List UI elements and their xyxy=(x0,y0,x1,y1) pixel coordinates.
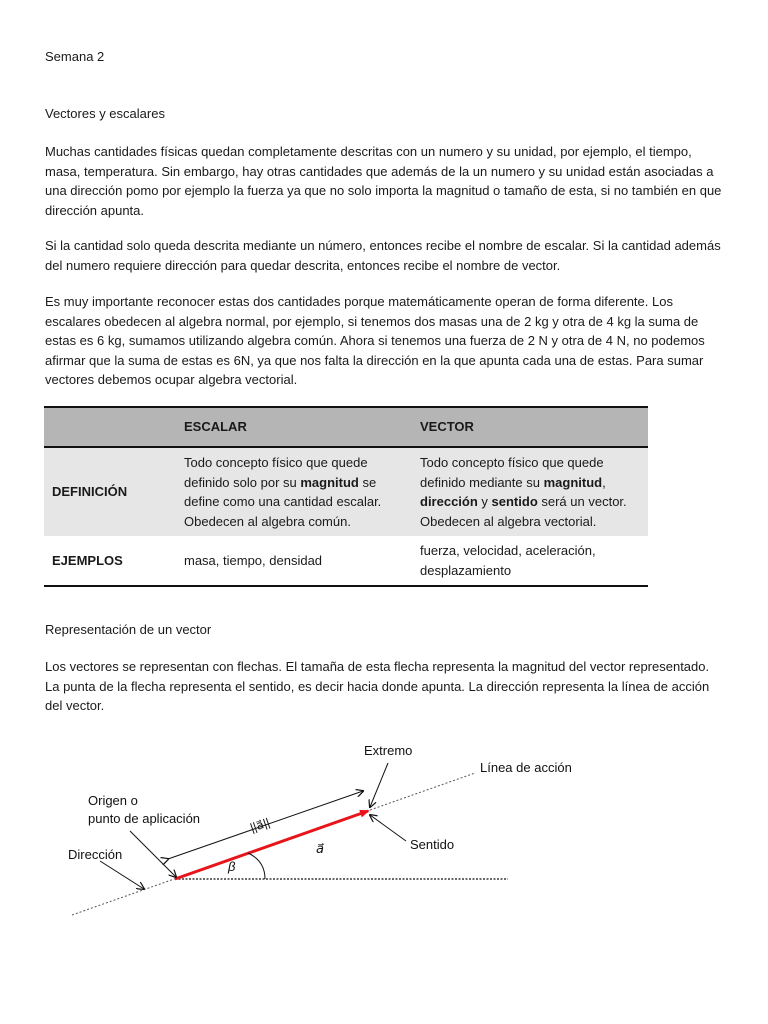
angle-arc xyxy=(248,853,265,879)
leader-sentido xyxy=(370,815,406,841)
paragraph-intro: Muchas cantidades físicas quedan completamente descritas con un numero y su unidad, por ejemplo, el tiempo, masa, temperatura. Sin embargo, hay otras cantidades que además de la un numero y su unidad están asociadas a una dirección pomo por ejemplo la fuerza ya que no solo importa la magnitud o tamaño de esta, si no también en que dirección apunta. xyxy=(45,144,722,218)
leader-direccion xyxy=(100,861,144,889)
table-header-empty xyxy=(44,407,176,447)
vector-arrow xyxy=(175,811,368,879)
cell-ejemplos-vector: fuerza, velocidad, aceleración, desplazamiento xyxy=(412,536,648,586)
table-row-definition xyxy=(44,447,648,536)
cell-ejemplos-escalar: masa, tiempo, densidad xyxy=(176,536,412,586)
label-vector-a: a⃗ xyxy=(316,841,324,856)
cell-definicion-vector: Todo concepto físico que quede definido mediante su magnitud, dirección y sentido será un vector. Obedecen al algebra vectorial. xyxy=(412,447,648,536)
leader-extremo xyxy=(370,763,388,807)
paragraph-representation: Los vectores se representan con flechas. El tamaña de esta flecha representa la magnitud del vector representado. La punta de la flecha representa el sentido, es decir hacia donde apunta. La dirección representa la línea de acción del vector. xyxy=(45,659,710,713)
label-magnitud: ||a⃗|| xyxy=(248,815,272,835)
table-row-examples xyxy=(44,536,648,586)
week-label: Semana 2 xyxy=(45,49,105,64)
table-header-row xyxy=(44,407,648,447)
table-header-escalar: ESCALAR xyxy=(176,407,412,447)
label-linea-accion: Línea de acción xyxy=(480,760,572,775)
section-title-vectores-escalares: Vectores y escalares xyxy=(45,106,165,121)
paragraph-definition: Si la cantidad solo queda descrita mediante un número, entonces recibe el nombre de escalar. Si la cantidad además del numero requiere dirección para quedar descrita, entonces recibe el nombre de vector. xyxy=(45,238,721,273)
table-header-vector: VECTOR xyxy=(412,407,648,447)
vector-diagram xyxy=(60,735,600,925)
paragraph-importance: Es muy importante reconocer estas dos cantidades porque matemáticamente operan de forma diferente. Los escalares obedecen al algebra normal, por ejemplo, si tenemos dos masas una de 2 kg y otra de 4 kg la suma de estas es 6 kg, sumamos utilizando algebra común. Ahora si tenemos una fuerza de 2 N y otra de 4 N, no podemos afirmar que la suma de estas es 6N, ya que nos falta la dirección en la que apunta cada una de estas. Para sumar vectores debemos ocupar algebra vectorial. xyxy=(45,294,705,387)
label-extremo: Extremo xyxy=(364,743,413,758)
section-title-representacion: Representación de un vector xyxy=(45,622,212,637)
label-direccion: Dirección xyxy=(68,847,123,862)
label-origen-1: Origen o xyxy=(88,793,138,808)
label-origen-2: punto de aplicación xyxy=(88,811,201,826)
comparison-table xyxy=(44,406,648,587)
label-angle-beta: β xyxy=(228,859,236,874)
row-label-definicion: DEFINICIÓN xyxy=(44,447,176,536)
leader-origen xyxy=(130,831,176,877)
cell-definicion-escalar: Todo concepto físico que quede definido solo por su magnitud se define como una cantidad escalar. Obedecen al algebra común. xyxy=(176,447,412,536)
row-label-ejemplos: EJEMPLOS xyxy=(44,536,176,586)
label-sentido: Sentido xyxy=(410,837,455,852)
